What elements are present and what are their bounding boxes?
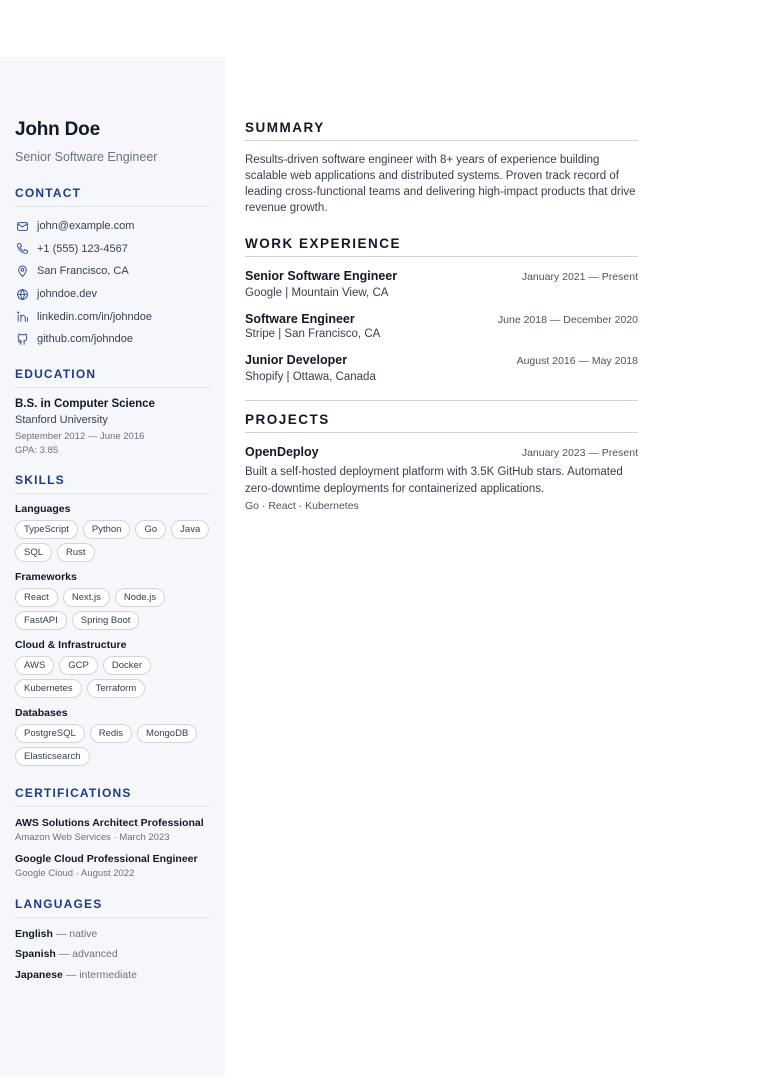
- job-dates: January 2021 — Present: [521, 271, 638, 283]
- mail-icon: [15, 219, 29, 233]
- job-company: Shopify | Ottawa, Canada: [245, 371, 376, 383]
- summary-section: [245, 120, 638, 216]
- skill-pill: Node.js: [115, 588, 165, 607]
- contact-website-text: johndoe.dev: [37, 288, 97, 301]
- language-level: — intermediate: [62, 968, 137, 981]
- skill-pill: Spring Boot: [72, 611, 140, 630]
- job-entry: [245, 312, 638, 340]
- skill-pill: Rust: [57, 543, 95, 562]
- contact-email[interactable]: [15, 215, 210, 238]
- language-name: English: [15, 927, 53, 940]
- job-entry: [245, 269, 638, 299]
- project-entry: [245, 445, 638, 512]
- skill-pill: MongoDB: [137, 724, 197, 743]
- job-entry: [245, 353, 638, 383]
- language-item: [15, 965, 210, 986]
- skill-pill: AWS: [15, 656, 54, 675]
- certification-meta: Google Cloud · August 2022: [15, 867, 135, 879]
- skill-pill: Next.js: [63, 588, 110, 607]
- contact-heading: CONTACT: [15, 186, 210, 207]
- skill-pill: Docker: [103, 656, 151, 675]
- job-dates: August 2016 — May 2018: [516, 355, 638, 367]
- language-name: Spanish: [15, 948, 56, 961]
- experience-section: [245, 236, 638, 383]
- skill-pill: Elasticsearch: [15, 747, 90, 766]
- languages-section: [15, 897, 210, 986]
- skill-category-frameworks: Frameworks: [15, 570, 77, 583]
- contact-section: [15, 186, 210, 351]
- skill-pill: PostgreSQL: [15, 724, 85, 743]
- contact-location-text: San Francisco, CA: [37, 265, 129, 278]
- contact-github[interactable]: [15, 328, 210, 351]
- education-section: [15, 367, 210, 456]
- skill-pill: Java: [171, 520, 209, 539]
- certifications-section: [15, 786, 210, 879]
- skill-category-databases: Databases: [15, 706, 68, 719]
- education-heading: EDUCATION: [15, 367, 210, 388]
- contact-location: [15, 260, 210, 283]
- contact-phone[interactable]: [15, 238, 210, 261]
- education-school: Stanford University: [15, 413, 108, 426]
- skill-list-cloud: [15, 656, 210, 698]
- skill-pill: Kubernetes: [15, 679, 82, 698]
- job-title: Software Engineer: [245, 312, 355, 326]
- project-name: OpenDeploy: [245, 445, 319, 459]
- skill-pill: Redis: [90, 724, 132, 743]
- skill-pill: Python: [83, 520, 131, 539]
- project-tech: Go · React · Kubernetes: [245, 500, 359, 512]
- contact-linkedin-text: linkedin.com/in/johndoe: [37, 310, 152, 323]
- sidebar: [0, 57, 225, 1077]
- globe-icon: [15, 287, 29, 301]
- language-level: — advanced: [55, 948, 118, 961]
- phone-icon: [15, 242, 29, 256]
- education-dates: September 2012 — June 2016: [15, 430, 145, 442]
- language-item: [15, 924, 210, 945]
- job-company: Stripe | San Francisco, CA: [245, 328, 381, 340]
- skill-pill: Go: [135, 520, 166, 539]
- skill-pill: SQL: [15, 543, 52, 562]
- skill-list-databases: [15, 724, 210, 766]
- contact-phone-text: +1 (555) 123-4567: [37, 242, 128, 255]
- certification-meta: Amazon Web Services · March 2023: [15, 831, 170, 843]
- certification-name: AWS Solutions Architect Professional: [15, 816, 204, 829]
- skill-list-frameworks: [15, 588, 210, 630]
- skills-heading: SKILLS: [15, 473, 210, 494]
- main-content: [245, 120, 638, 512]
- skill-pill: TypeScript: [15, 520, 78, 539]
- linkedin-icon: [15, 310, 29, 324]
- job-dates: June 2018 — December 2020: [497, 314, 638, 326]
- contact-website[interactable]: [15, 283, 210, 306]
- contact-github-text: github.com/johndoe: [37, 333, 134, 346]
- summary-text: Results-driven software engineer with 8+ years of experience building scalable web applications and distributed systems. Proven track record of leading cross-functional teams and delivering high-impact products that drive revenue growth.: [245, 154, 636, 214]
- skill-category-languages: Languages: [15, 502, 71, 515]
- job-title: Junior Developer: [245, 353, 348, 367]
- job-title: Senior Software Engineer: [245, 269, 398, 283]
- language-item: [15, 944, 210, 965]
- profile-name: John Doe: [15, 119, 100, 140]
- education-degree: B.S. in Computer Science: [15, 397, 155, 410]
- profile-title: Senior Software Engineer: [15, 150, 158, 164]
- contact-linkedin[interactable]: [15, 305, 210, 328]
- language-level: — native: [52, 927, 98, 940]
- map-pin-icon: [15, 264, 29, 278]
- languages-heading: LANGUAGES: [15, 897, 210, 918]
- skill-pill: Terraform: [87, 679, 146, 698]
- projects-section: [245, 400, 638, 512]
- skill-pill: GCP: [59, 656, 98, 675]
- education-gpa: GPA: 3.85: [15, 444, 59, 456]
- certification-name: Google Cloud Professional Engineer: [15, 852, 198, 865]
- projects-heading: PROJECTS: [245, 412, 638, 433]
- project-dates: January 2023 — Present: [521, 447, 638, 459]
- certifications-heading: CERTIFICATIONS: [15, 786, 210, 807]
- skill-list-languages: [15, 520, 210, 562]
- skill-category-cloud: Cloud & Infrastructure: [15, 638, 127, 651]
- skill-pill: React: [15, 588, 58, 607]
- project-description: Built a self-hosted deployment platform with 3.5K GitHub stars. Automated zero-downtime deployments for containerized applications.: [245, 466, 623, 495]
- skills-section: [15, 473, 210, 766]
- contact-email-text: john@example.com: [37, 220, 135, 233]
- summary-heading: SUMMARY: [245, 120, 638, 141]
- job-company: Google | Mountain View, CA: [245, 287, 389, 299]
- skill-pill: FastAPI: [15, 611, 67, 630]
- github-icon: [15, 332, 29, 346]
- experience-heading: WORK EXPERIENCE: [245, 236, 638, 257]
- language-name: Japanese: [15, 968, 63, 981]
